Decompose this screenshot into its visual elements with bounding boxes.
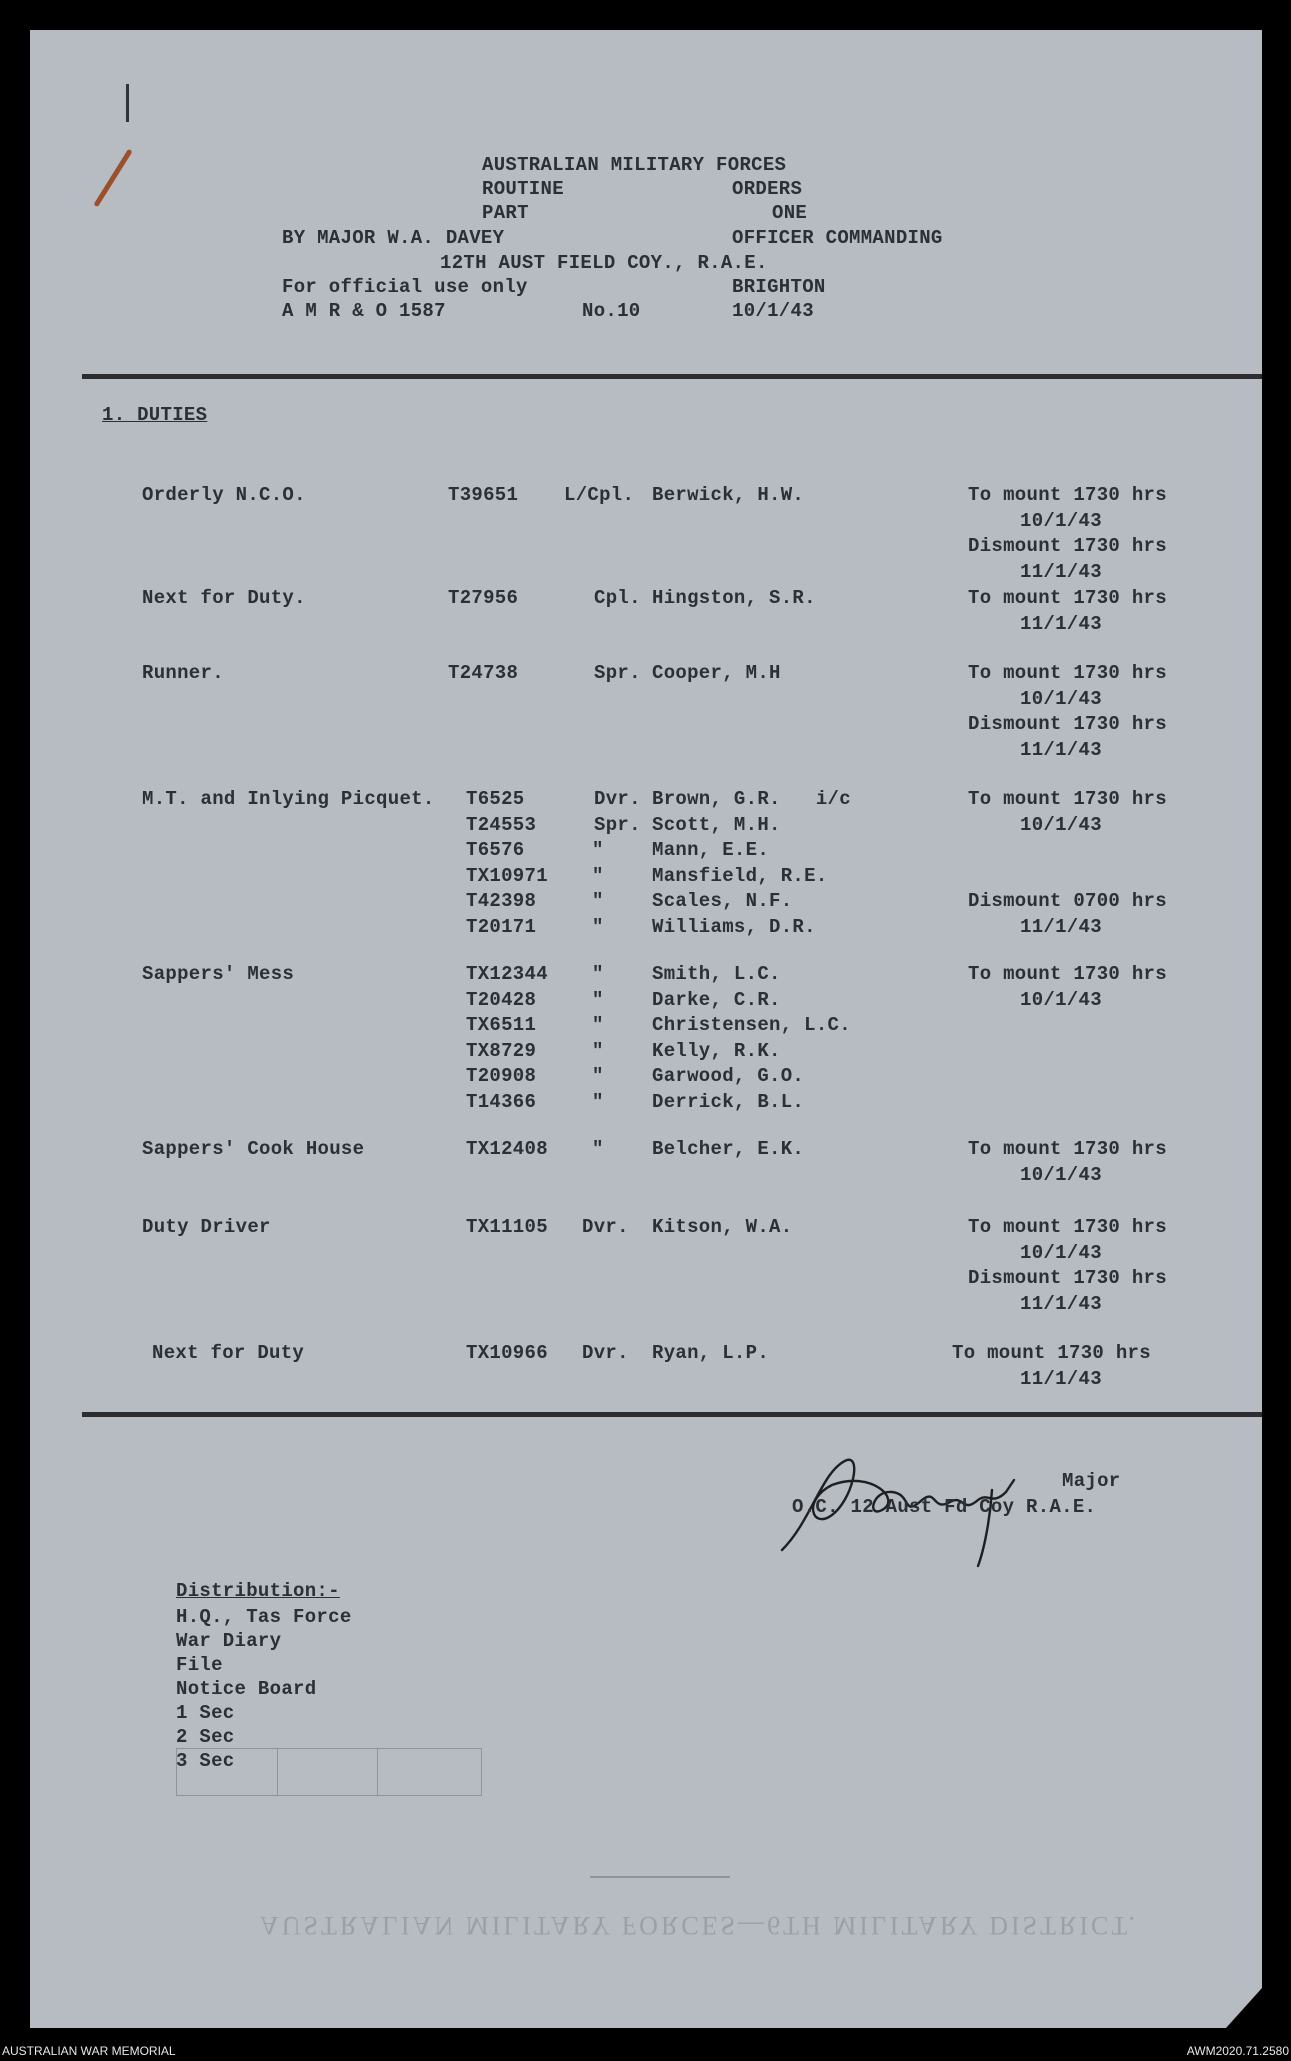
header-orders: ORDERS — [732, 178, 803, 200]
rust-stain — [93, 149, 132, 208]
rank: Dvr. — [594, 788, 641, 810]
duty-role: Next for Duty — [152, 1342, 305, 1364]
soldier-name: Mansfield, R.E. — [652, 864, 828, 887]
stamp-box — [176, 1748, 482, 1796]
duty-date: 11/1/43 — [1020, 738, 1102, 761]
soldier-name: Hingston, S.R. — [652, 587, 816, 609]
soldier-name: Belcher, E.K. — [652, 1138, 805, 1160]
duty-date: 11/1/43 — [1020, 560, 1102, 583]
service-number: T39651 — [448, 484, 519, 506]
header-routine: ROUTINE — [482, 178, 564, 200]
service-number: TX11105 — [466, 1216, 548, 1238]
binding-hole-mark — [126, 84, 129, 122]
distribution-item: H.Q., Tas Force — [176, 1606, 352, 1628]
duty-date: 10/1/43 — [1020, 1163, 1102, 1186]
soldier-name: Darke, C.R. — [652, 988, 781, 1011]
soldier-name: Scales, N.F. — [652, 890, 793, 912]
service-number: T20908 — [466, 1065, 537, 1087]
duty-time: Dismount 1730 hrs — [968, 535, 1167, 557]
torn-corner — [1226, 1988, 1262, 2028]
duty-time: To mount 1730 hrs — [952, 1342, 1151, 1364]
duty-time: To mount 1730 hrs — [968, 1216, 1167, 1238]
service-number: T42398 — [466, 890, 537, 912]
signature-rank: Major — [1062, 1470, 1121, 1492]
duty-role: Sappers' Mess — [142, 963, 295, 985]
service-number: T24553 — [466, 813, 537, 836]
soldier-name: Kelly, R.K. — [652, 1039, 781, 1062]
soldier-name: Mann, E.E. — [652, 839, 770, 861]
bleed-through-text: AUSTRALIAN MILITARY FORCES—6TH MILITARY DISTRICT. — [260, 1911, 1138, 1940]
duty-time: To mount 1730 hrs — [968, 587, 1167, 609]
service-number: T6525 — [466, 788, 525, 810]
rank: " — [592, 839, 604, 861]
duty-time: To mount 1730 hrs — [968, 1138, 1167, 1160]
footer-right: AWM2020.71.2580 — [1186, 2044, 1289, 2058]
duty-role: Orderly N.C.O. — [142, 484, 306, 506]
duty-date: 10/1/43 — [1020, 509, 1102, 532]
distribution-item: 2 Sec — [176, 1726, 235, 1748]
service-number: T24738 — [448, 662, 519, 684]
duty-role: Sappers' Cook House — [142, 1138, 365, 1160]
service-number: TX12344 — [466, 963, 548, 985]
duty-time: Dismount 1730 hrs — [968, 713, 1167, 735]
rank: Cpl. — [594, 587, 641, 609]
header-number: No.10 — [582, 300, 641, 322]
rank: Spr. — [594, 662, 641, 684]
rank: Dvr. — [582, 1216, 629, 1238]
duty-date: 11/1/43 — [1020, 1292, 1102, 1315]
duty-time: To mount 1730 hrs — [968, 662, 1167, 684]
service-number: TX8729 — [466, 1039, 537, 1062]
rank: " — [592, 1138, 604, 1160]
soldier-name: Ryan, L.P. — [652, 1342, 770, 1364]
duty-date: 10/1/43 — [1020, 988, 1102, 1011]
distribution-item: 1 Sec — [176, 1702, 235, 1724]
duty-date: 11/1/43 — [1020, 1367, 1102, 1390]
duty-time: Dismount 0700 hrs — [968, 890, 1167, 912]
duty-date: 11/1/43 — [1020, 915, 1102, 938]
soldier-name: Garwood, G.O. — [652, 1065, 805, 1087]
soldier-name: Williams, D.R. — [652, 915, 816, 938]
rank: " — [592, 864, 604, 887]
header-official: For official use only — [282, 276, 528, 298]
duty-time: To mount 1730 hrs — [968, 963, 1167, 985]
rank: " — [592, 988, 604, 1011]
distribution-heading: Distribution:- — [176, 1580, 340, 1602]
ghost-line — [590, 1876, 730, 1878]
header-by: BY MAJOR W.A. DAVEY — [282, 227, 505, 249]
service-number: T14366 — [466, 1090, 537, 1113]
duty-time: To mount 1730 hrs — [968, 788, 1167, 810]
rank: " — [592, 1039, 604, 1062]
soldier-name: Smith, L.C. — [652, 963, 781, 985]
duty-role: Runner. — [142, 662, 224, 684]
rank: Spr. — [594, 813, 641, 836]
rank: " — [592, 1065, 604, 1087]
distribution-item: Notice Board — [176, 1678, 317, 1700]
document-page — [30, 30, 1262, 2028]
duty-date: 11/1/43 — [1020, 612, 1102, 635]
soldier-name: Kitson, W.A. — [652, 1216, 793, 1238]
duty-role: Duty Driver — [142, 1216, 271, 1238]
soldier-name: Christensen, L.C. — [652, 1014, 851, 1036]
duty-time: To mount 1730 hrs — [968, 484, 1167, 506]
service-number: TX10971 — [466, 864, 548, 887]
soldier-name: Cooper, M.H — [652, 662, 781, 684]
service-number: T20171 — [466, 915, 537, 938]
soldier-name: Scott, M.H. — [652, 813, 781, 836]
stamp-box-divider — [277, 1749, 278, 1795]
rank: " — [592, 915, 604, 938]
service-number: T20428 — [466, 988, 537, 1011]
duty-date: 10/1/43 — [1020, 687, 1102, 710]
rank: " — [592, 1090, 604, 1113]
duty-date: 10/1/43 — [1020, 1241, 1102, 1264]
signature-title: O.C. 12 Aust Fd Coy R.A.E. — [792, 1496, 1097, 1518]
service-number: T27956 — [448, 587, 519, 609]
duty-date: 10/1/43 — [1020, 813, 1102, 836]
header-unit: 12TH AUST FIELD COY., R.A.E. — [440, 252, 768, 274]
rank: L/Cpl. — [564, 484, 635, 506]
service-number: TX12408 — [466, 1138, 548, 1160]
bottom-rule — [82, 1412, 1262, 1417]
top-rule — [82, 374, 1262, 379]
soldier-name: Brown, G.R. i/c — [652, 788, 851, 810]
stamp-box-divider — [377, 1749, 378, 1795]
duty-time: Dismount 1730 hrs — [968, 1267, 1167, 1289]
distribution-item: War Diary — [176, 1630, 282, 1652]
soldier-name: Derrick, B.L. — [652, 1090, 805, 1113]
header-location: BRIGHTON — [732, 276, 826, 298]
rank: " — [592, 890, 604, 912]
service-number: TX6511 — [466, 1014, 537, 1036]
rank: " — [592, 963, 604, 985]
header-amr: A M R & O 1587 — [282, 300, 446, 322]
distribution-item: 3 Sec — [176, 1750, 235, 1772]
section-title: 1. DUTIES — [102, 404, 208, 426]
service-number: TX10966 — [466, 1342, 548, 1364]
distribution-item: File — [176, 1654, 223, 1676]
header-forces: AUSTRALIAN MILITARY FORCES — [482, 154, 787, 176]
header-one: ONE — [772, 202, 808, 224]
header-part: PART — [482, 202, 529, 224]
duty-role: M.T. and Inlying Picquet. — [142, 788, 435, 810]
soldier-name: Berwick, H.W. — [652, 484, 805, 506]
header-officer: OFFICER COMMANDING — [732, 227, 943, 249]
header-date: 10/1/43 — [732, 300, 814, 322]
rank: " — [592, 1014, 604, 1036]
rank: Dvr. — [582, 1342, 629, 1364]
service-number: T6576 — [466, 839, 525, 861]
duty-role: Next for Duty. — [142, 587, 306, 609]
footer-left: AUSTRALIAN WAR MEMORIAL — [2, 2044, 176, 2058]
